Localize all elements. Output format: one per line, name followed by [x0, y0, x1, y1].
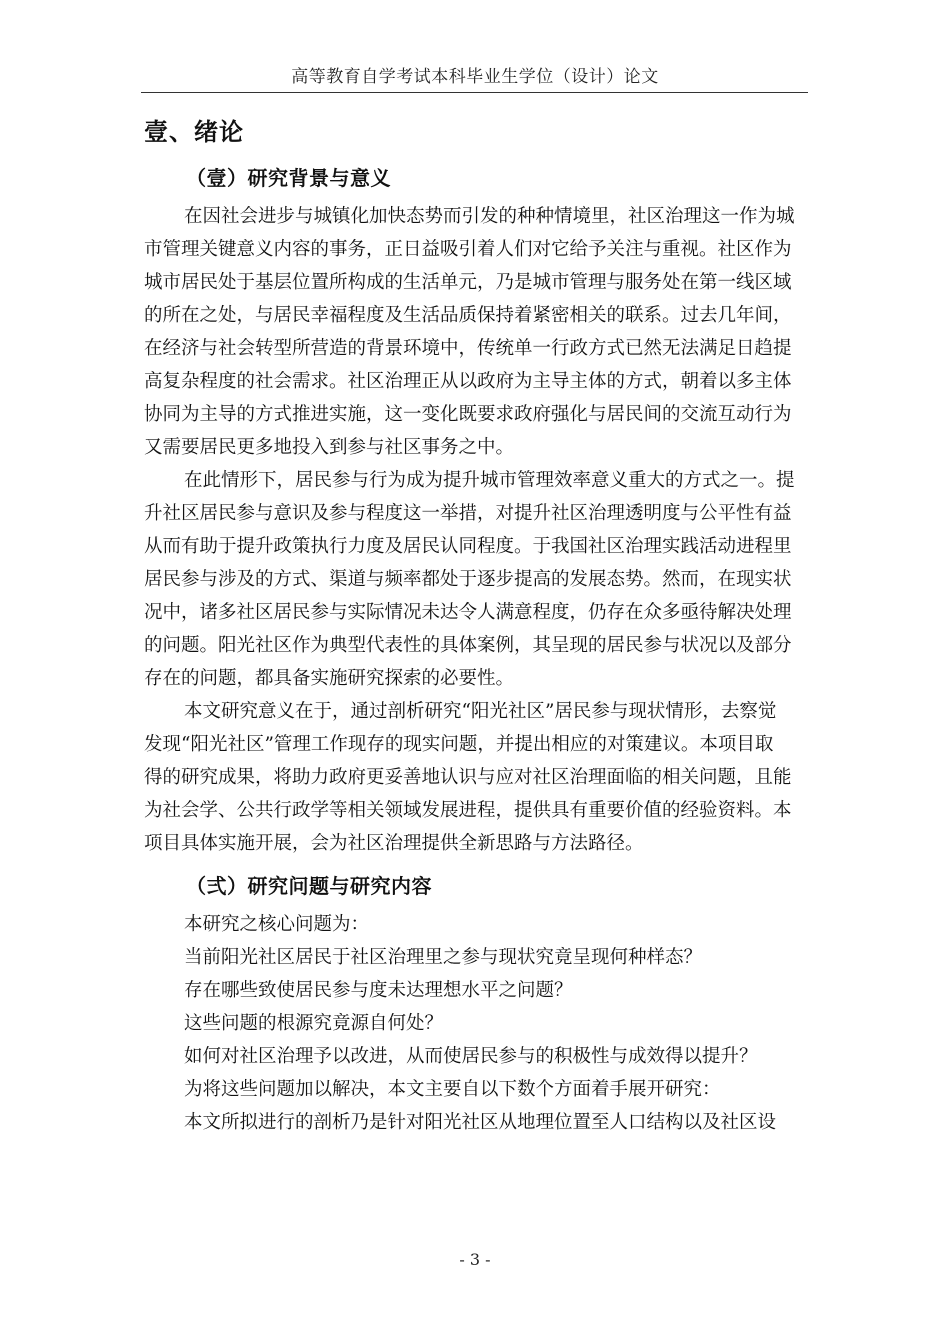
paragraph-line: 又需要居民更多地投入到参与社区事务之中。 — [144, 437, 515, 458]
paragraph-line: 高复杂程度的社会需求。社区治理正从以政府为主导主体的方式，朝着以多主体 — [144, 371, 792, 392]
section-title-2: （弍）研究问题与研究内容 — [186, 874, 432, 898]
paragraph-line: 本文所拟进行的剖析乃是针对阳光社区从地理位置至人口结构以及社区设 — [184, 1112, 777, 1133]
paragraph-line: 本研究之核心问题为： — [184, 914, 370, 935]
paragraph-line: 升社区居民参与意识及参与程度这一举措，对提升社区治理透明度与公平性有益 — [144, 503, 792, 524]
paragraph-line: 在此情形下，居民参与行为成为提升城市管理效率意义重大的方式之一。提 — [184, 470, 795, 491]
paragraph-line: 当前阳光社区居民于社区治理里之参与现状究竟呈现何种样态？ — [184, 947, 703, 968]
paragraph-line: 发现“阳光社区”管理工作现存的现实问题，并提出相应的对策建议。本项目取 — [144, 734, 774, 755]
paragraph-line: 城市居民处于基层位置所构成的生活单元，乃是城市管理与服务处在第一线区域 — [144, 272, 792, 293]
paragraph-line: 协同为主导的方式推进实施，这一变化既要求政府强化与居民间的交流互动行为 — [144, 404, 792, 425]
paragraph-line: 如何对社区治理予以改进，从而使居民参与的积极性与成效得以提升？ — [184, 1046, 758, 1067]
header-divider — [141, 92, 808, 93]
paragraph-line: 的问题。阳光社区作为典型代表性的具体案例，其呈现的居民参与状况以及部分 — [144, 635, 792, 656]
paragraph-line: 从而有助于提升政策执行力度及居民认同程度。于我国社区治理实践活动进程里 — [144, 536, 792, 557]
paragraph-line: 这些问题的根源究竟源自何处？ — [184, 1013, 444, 1034]
section-title-1: （壹）研究背景与意义 — [186, 166, 391, 190]
paragraph-line: 市管理关键意义内容的事务，正日益吸引着人们对它给予关注与重视。社区作为 — [144, 239, 792, 260]
paragraph-line: 在经济与社会转型所营造的背景环境中，传统单一行政方式已然无法满足日趋提 — [144, 338, 792, 359]
paragraph-line: 的所在之处，与居民幸福程度及生活品质保持着紧密相关的联系。过去几年间， — [144, 305, 792, 326]
paragraph-line: 本文研究意义在于，通过剖析研究“阳光社区”居民参与现状情形，去察觉 — [184, 701, 777, 722]
page-header: 高等教育自学考试本科毕业生学位（设计）论文 — [291, 67, 659, 87]
paragraph-line: 存在的问题，都具备实施研究探索的必要性。 — [144, 668, 515, 689]
paragraph-line: 况中，诸多社区居民参与实际情况未达令人满意程度，仍存在众多亟待解决处理 — [144, 602, 792, 623]
paragraph-line: 项目具体实施开展，会为社区治理提供全新思路与方法路径。 — [144, 833, 644, 854]
paragraph-line: 得的研究成果，将助力政府更妥善地认识与应对社区治理面临的相关问题，且能 — [144, 767, 792, 788]
chapter-title: 壹、绪论 — [144, 118, 244, 146]
paragraph-line: 为将这些问题加以解决，本文主要自以下数个方面着手展开研究： — [184, 1079, 721, 1100]
paragraph-line: 居民参与涉及的方式、渠道与频率都处于逐步提高的发展态势。然而，在现实状 — [144, 569, 792, 590]
paragraph-line: 在因社会进步与城镇化加快态势而引发的种种情境里，社区治理这一作为城 — [184, 206, 795, 227]
paragraph-line: 为社会学、公共行政学等相关领域发展进程，提供具有重要价值的经验资料。本 — [144, 800, 792, 821]
page-number: - 3 - — [459, 1250, 491, 1269]
paragraph-line: 存在哪些致使居民参与度未达理想水平之问题？ — [184, 980, 573, 1001]
